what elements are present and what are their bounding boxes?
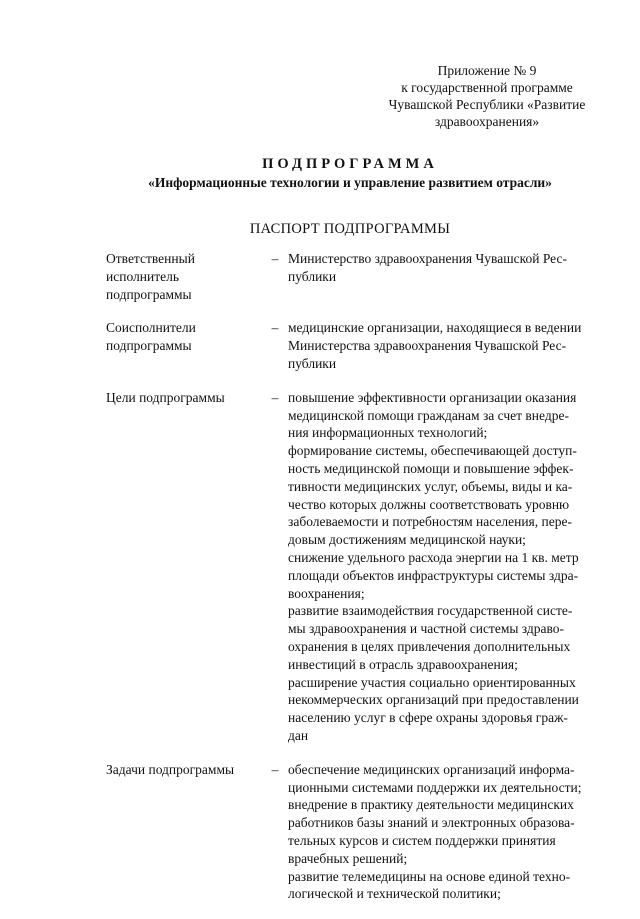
appendix-line: здравоохранения» xyxy=(434,114,540,129)
passport-row xyxy=(106,761,596,903)
content-line: тельных курсов и систем поддержки принятия xyxy=(288,832,556,848)
appendix-line: Приложение № 9 xyxy=(437,63,537,78)
row-label: Цели подпрограммы xyxy=(106,389,225,405)
appendix-line: Чувашской Республики «Развитие xyxy=(388,97,586,112)
content-line: публики xyxy=(288,268,337,284)
content-line: воохранения; xyxy=(288,585,365,601)
row-content xyxy=(288,250,596,286)
content-line: медицинские организации, находящиеся в ведении xyxy=(288,320,582,336)
content-line: работников базы знаний и электронных образова- xyxy=(288,815,575,831)
content-line: тивности медицинских услуг, объемы, виды и ка- xyxy=(288,478,573,494)
subprogram-heading xyxy=(0,155,640,192)
row-label: Задачи подпрограммы xyxy=(106,761,235,777)
content-line: повышение эффективности организации оказания xyxy=(288,389,577,405)
row-label: Ответственный исполнитель подпрограммы xyxy=(106,251,195,302)
content-line: формирование системы, обеспечивающей доступ- xyxy=(288,443,577,459)
row-dash: – xyxy=(271,251,279,266)
appendix-note xyxy=(382,62,592,130)
passport-table xyxy=(106,250,596,919)
passport-row xyxy=(106,250,596,303)
content-line: населению услуг в сфере охраны здоровья граж- xyxy=(288,710,568,726)
content-line: развитие телемедицины на основе единой техно- xyxy=(288,868,571,884)
appendix-line: к государственной программе xyxy=(401,80,573,95)
content-line: публики xyxy=(288,355,337,371)
row-content xyxy=(288,761,596,903)
content-line: развитие взаимодействия государственной систе- xyxy=(288,603,573,619)
content-line: охранения в целях привлечения дополнительных xyxy=(288,638,571,654)
content-line: мы здравоохранения и частной системы здраво- xyxy=(288,621,565,637)
passport-row xyxy=(106,319,596,372)
content-line: внедрение в практику деятельности медицинских xyxy=(288,797,574,813)
row-label: Соисполнители подпрограммы xyxy=(106,320,196,354)
content-line: логической и технической политики; xyxy=(288,886,501,902)
content-line: площади объектов инфраструктуры системы здра- xyxy=(288,567,579,583)
content-line: ность медицинской помощи и повышение эффек- xyxy=(288,460,574,476)
content-line: Министерства здравоохранения Чувашской Рес- xyxy=(288,338,567,354)
subprogram-label: ПОДПРОГРАММА xyxy=(262,156,438,172)
content-line: инвестиций в отрасль здравоохранения; xyxy=(288,656,518,672)
content-line: медицинской помощи гражданам за счет внедре- xyxy=(288,407,569,423)
content-line: расширение участия социально ориентированных xyxy=(288,674,576,690)
subprogram-title: «Информационные технологии и управление развитием отрасли» xyxy=(148,175,552,190)
content-line: чество которых должны соответствовать уровню xyxy=(288,496,570,512)
passport-title: ПАСПОРТ ПОДПРОГРАММЫ xyxy=(249,221,451,237)
row-dash: – xyxy=(271,389,279,405)
row-content xyxy=(288,389,596,745)
row-dash: – xyxy=(271,320,279,336)
content-line: врачебных решений; xyxy=(288,850,408,866)
row-content xyxy=(288,319,596,372)
passport-row xyxy=(106,389,596,745)
content-line: заболеваемости и потребностям населения, пере- xyxy=(288,514,572,530)
content-line: ционными системами поддержки их деятельности; xyxy=(288,779,582,795)
content-line: некоммерческих организаций при предоставлении xyxy=(288,692,579,708)
content-line: ния информационных технологий; xyxy=(288,425,488,441)
content-line: снижение удельного расхода энергии на 1 кв. метр xyxy=(288,549,579,565)
row-dash: – xyxy=(271,761,279,777)
content-line: Министерство здравоохранения Чувашской Рес- xyxy=(288,251,567,266)
content-line: довым достижениям медицинской науки; xyxy=(288,532,526,548)
content-line: дан xyxy=(288,727,309,743)
content-line: обеспечение медицинских организаций информа- xyxy=(288,761,575,777)
